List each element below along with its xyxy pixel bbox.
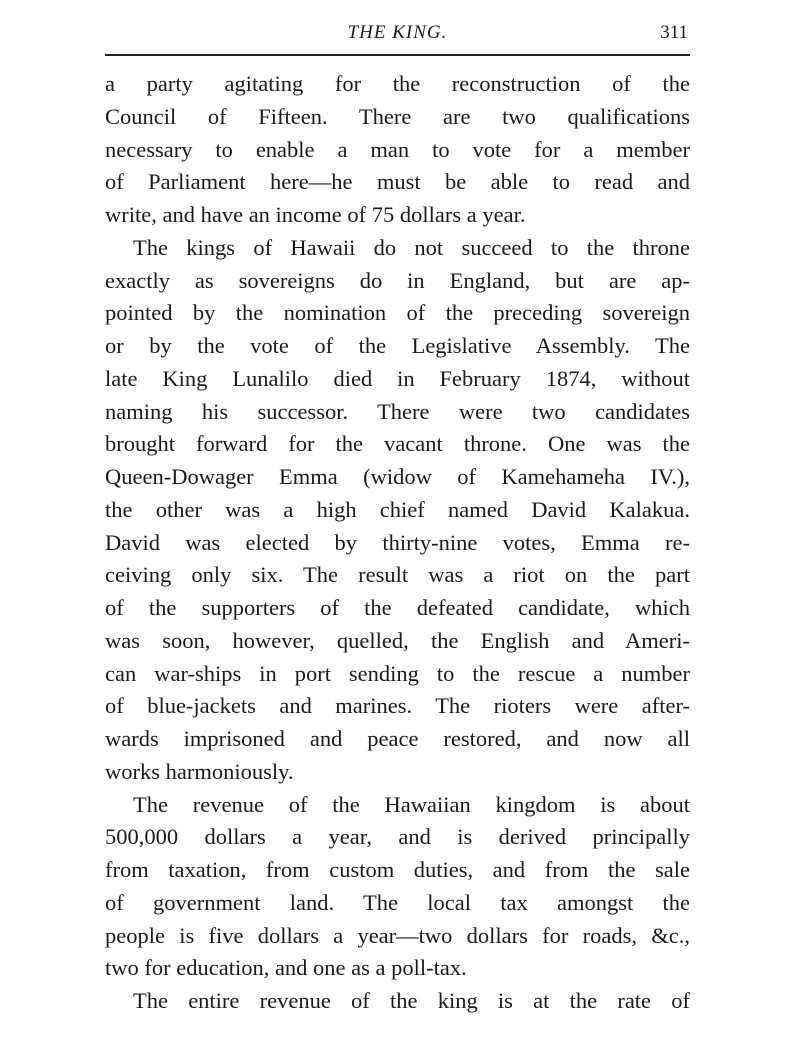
text-line: of the supporters of the defeated candidate, which xyxy=(105,595,690,620)
text-line: exactly as sovereigns do in England, but are ap- xyxy=(105,267,690,293)
text-line: late King Lunalilo died in February 1874, without xyxy=(105,365,690,391)
text-line: a party agitating for the reconstruction of the xyxy=(105,71,690,96)
text-line: The entire revenue of the king is at the rate of xyxy=(133,988,690,1013)
text-line: The kings of Hawaii do not succeed to the throne xyxy=(133,234,690,260)
text-line: was soon, however, quelled, the English and Ameri- xyxy=(105,627,690,653)
text-line: naming his successor. There were two candidates xyxy=(105,398,690,424)
text-line: ceiving only six. The result was a riot on the part xyxy=(105,562,690,588)
text-line: of blue-jackets and marines. The rioters were after- xyxy=(105,693,690,719)
page-number: 311 xyxy=(660,22,688,43)
text-line: two for education, and one as a poll-tax. xyxy=(105,955,467,981)
text-line: David was elected by thirty-nine votes, Emma re- xyxy=(105,529,690,555)
text-line: of Parliament here—he must be able to read and xyxy=(105,169,690,195)
text-line: The revenue of the Hawaiian kingdom is about xyxy=(133,791,690,817)
text-line: of government land. The local tax amongst the xyxy=(105,889,690,915)
text-line: brought forward for the vacant throne. One was the xyxy=(105,431,690,457)
text-line: 500,000 dollars a year, and is derived principally xyxy=(105,824,690,850)
text-line: from taxation, from custom duties, and from the sale xyxy=(105,857,690,882)
text-line: or by the vote of the Legislative Assembly. The xyxy=(105,333,690,358)
body-text xyxy=(105,68,690,1018)
text-line: write, and have an income of 75 dollars a year. xyxy=(105,202,526,227)
text-line: the other was a high chief named David Kalakua. xyxy=(105,496,690,522)
text-line: necessary to enable a man to vote for a member xyxy=(105,136,690,162)
text-line: pointed by the nomination of the preceding sovereign xyxy=(105,300,690,326)
text-line: works harmoniously. xyxy=(105,758,294,784)
text-line: Council of Fifteen. There are two qualifications xyxy=(105,103,690,129)
header-rule xyxy=(105,54,690,56)
text-line: people is five dollars a year—two dollars for roads, &c., xyxy=(105,922,690,948)
text-line: wards imprisoned and peace restored, and now all xyxy=(105,726,690,751)
page-header xyxy=(105,18,690,48)
text-line: can war-ships in port sending to the rescue a number xyxy=(105,660,690,686)
running-title: THE KING. xyxy=(347,22,448,43)
text-line: Queen-Dowager Emma (widow of Kamehameha IV.), xyxy=(105,464,690,489)
